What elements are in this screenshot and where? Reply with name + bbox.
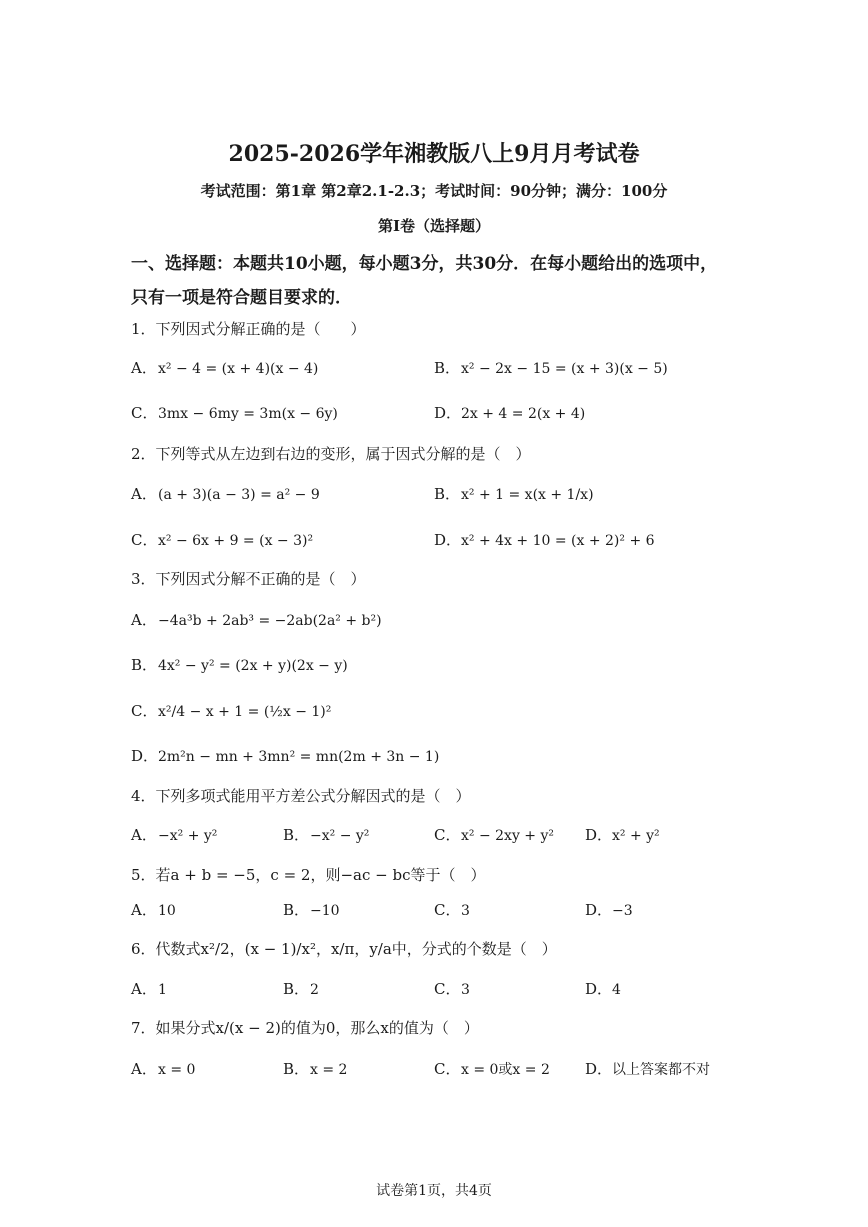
option-letter: C． <box>434 901 461 919</box>
option-text: −3 <box>612 903 633 919</box>
option-letter: A． <box>131 359 157 377</box>
option-text: 10 <box>158 903 176 919</box>
question-stem: 2．下列等式从左边到右边的变形，属于因式分解的是（ ） <box>131 445 531 463</box>
option-c <box>434 1058 550 1079</box>
option-text: x² − 2x − 15 = (x + 3)(x − 5) <box>461 361 668 377</box>
option-letter: C． <box>434 826 461 844</box>
option-d <box>585 978 621 999</box>
option-a <box>131 978 167 999</box>
option-text: −x² + y² <box>158 828 218 844</box>
option-c <box>131 700 331 721</box>
option-text: 4 <box>612 982 621 998</box>
option-a <box>131 1058 195 1079</box>
question-stem: 1．下列因式分解正确的是（ ） <box>131 320 366 338</box>
option-letter: A． <box>131 826 157 844</box>
option-text: 3 <box>461 903 470 919</box>
option-text: x² + 4x + 10 = (x + 2)² + 6 <box>461 533 655 549</box>
option-text: (a + 3)(a − 3) = a² − 9 <box>158 487 320 503</box>
option-text: x = 2 <box>310 1062 348 1078</box>
option-text: 2 <box>310 982 319 998</box>
option-text: x² − 2xy + y² <box>461 828 555 844</box>
option-letter: B． <box>131 656 158 674</box>
question-stem: 7．如果分式x/(x − 2)的值为0，那么x的值为（ ） <box>131 1019 479 1037</box>
option-text: x² + 1 = x(x + 1/x) <box>461 487 594 503</box>
option-text: x²/4 − x + 1 = (½x − 1)² <box>158 704 332 720</box>
option-c <box>131 529 313 550</box>
option-text: x = 0或x = 2 <box>461 1062 550 1078</box>
option-letter: C． <box>131 404 158 422</box>
section-heading-line1: 一、选择题：本题共10小题，每小题3分，共30分．在每小题给出的选项中， <box>131 254 718 274</box>
option-b <box>283 978 319 999</box>
option-d <box>434 402 585 423</box>
option-letter: B． <box>434 359 461 377</box>
option-d <box>585 824 660 845</box>
option-letter: D． <box>585 901 613 919</box>
option-c <box>434 978 470 999</box>
option-letter: B． <box>283 826 310 844</box>
option-letter: D． <box>585 980 613 998</box>
option-text: x² − 6x + 9 = (x − 3)² <box>158 533 314 549</box>
option-letter: D． <box>434 404 462 422</box>
option-letter: C． <box>434 1060 461 1078</box>
option-d <box>434 529 655 550</box>
option-text: 1 <box>158 982 167 998</box>
option-b <box>131 654 348 675</box>
option-text: −x² − y² <box>310 828 370 844</box>
option-text: 3 <box>461 982 470 998</box>
option-a <box>131 483 320 504</box>
exam-title: 2025-2026学年湘教版八上9月月考试卷 <box>228 141 640 167</box>
option-text: −4a³b + 2ab³ = −2ab(2a² + b²) <box>158 613 382 629</box>
option-text: 以上答案都不对 <box>612 1062 710 1078</box>
option-b <box>283 899 340 920</box>
option-letter: D． <box>131 747 159 765</box>
option-letter: D． <box>585 1060 613 1078</box>
option-d <box>131 745 439 766</box>
section-heading-line2: 只有一项是符合题目要求的． <box>131 288 352 308</box>
option-b <box>283 824 369 845</box>
option-letter: A． <box>131 485 157 503</box>
option-text: 3mx − 6my = 3m(x − 6y) <box>158 406 338 422</box>
exam-info: 考试范围：第1章 第2章2.1-2.3；考试时间：90分钟；满分：100分 <box>200 182 668 200</box>
option-b <box>283 1058 347 1079</box>
option-letter: C． <box>131 531 158 549</box>
option-letter: A． <box>131 611 157 629</box>
option-letter: D． <box>585 826 613 844</box>
option-letter: D． <box>434 531 462 549</box>
option-text: x² − 4 = (x + 4)(x − 4) <box>158 361 319 377</box>
option-text: 4x² − y² = (2x + y)(2x − y) <box>158 658 348 674</box>
option-letter: A． <box>131 980 157 998</box>
option-letter: B． <box>283 980 310 998</box>
option-text: x² + y² <box>612 828 660 844</box>
question-stem: 4．下列多项式能用平方差公式分解因式的是（ ） <box>131 787 471 805</box>
question-stem: 3．下列因式分解不正确的是（ ） <box>131 570 366 588</box>
option-letter: B． <box>434 485 461 503</box>
option-letter: A． <box>131 901 157 919</box>
option-letter: A． <box>131 1060 157 1078</box>
question-stem: 6．代数式x²/2，(x − 1)/x²，x/π，y/a中，分式的个数是（ ） <box>131 940 557 958</box>
option-b <box>434 357 668 378</box>
option-a <box>131 357 318 378</box>
option-c <box>434 824 554 845</box>
option-letter: B． <box>283 1060 310 1078</box>
volume-heading: 第I卷（选择题） <box>377 217 491 235</box>
option-d <box>585 1058 710 1079</box>
option-text: 2m²n − mn + 3mn² = mn(2m + 3n − 1) <box>158 749 440 765</box>
option-a <box>131 609 382 630</box>
option-letter: B． <box>283 901 310 919</box>
option-text: x = 0 <box>158 1062 196 1078</box>
option-letter: C． <box>434 980 461 998</box>
option-a <box>131 824 217 845</box>
question-stem: 5．若a + b = −5，c = 2，则−ac − bc等于（ ） <box>131 866 486 884</box>
option-c <box>434 899 470 920</box>
option-a <box>131 899 176 920</box>
option-d <box>585 899 633 920</box>
option-letter: C． <box>131 702 158 720</box>
option-text: −10 <box>310 903 340 919</box>
option-text: 2x + 4 = 2(x + 4) <box>461 406 586 422</box>
option-c <box>131 402 338 423</box>
option-b <box>434 483 594 504</box>
page-footer: 试卷第1页，共4页 <box>376 1183 492 1199</box>
